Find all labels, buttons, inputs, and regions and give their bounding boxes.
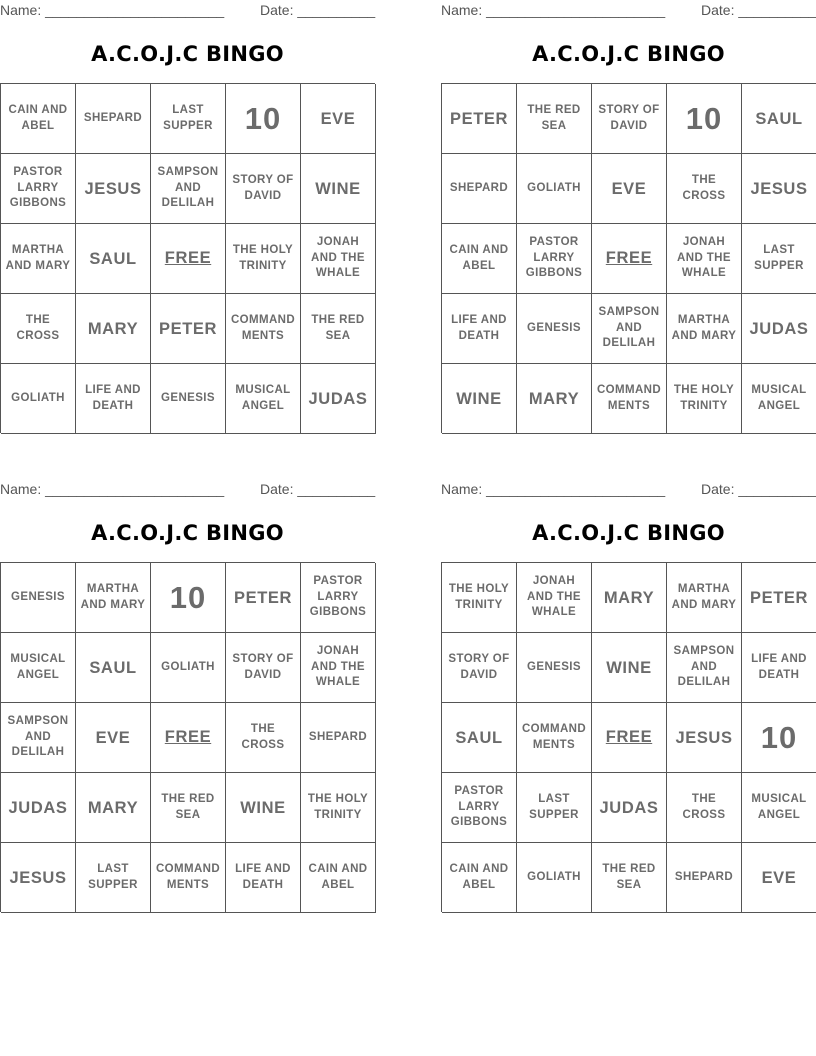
bingo-cell: SHEPARD xyxy=(76,84,151,154)
bingo-cell: SAMPSON AND DELILAH xyxy=(592,294,667,364)
bingo-cell: PETER xyxy=(151,294,226,364)
card-title: A.C.O.J.C BINGO xyxy=(91,42,284,66)
bingo-cell: 10 xyxy=(742,703,816,773)
bingo-cell: JONAH AND THE WHALE xyxy=(667,224,742,294)
card-title: A.C.O.J.C BINGO xyxy=(91,521,284,545)
name-field-label: Name: _______________________ xyxy=(0,2,225,18)
bingo-cell: LAST SUPPER xyxy=(517,773,592,843)
bingo-cell: COMMAND MENTS xyxy=(226,294,301,364)
bingo-cell: CAIN AND ABEL xyxy=(442,224,517,294)
bingo-cell: SAMPSON AND DELILAH xyxy=(667,633,742,703)
bingo-cell: SHEPARD xyxy=(667,843,742,913)
card-header xyxy=(0,481,375,499)
free-space-cell: FREE xyxy=(151,703,226,773)
date-field-label: Date: __________ xyxy=(260,2,376,18)
bingo-cell: WINE xyxy=(226,773,301,843)
bingo-cell: JESUS xyxy=(76,154,151,224)
bingo-cell: 10 xyxy=(226,84,301,154)
card-title: A.C.O.J.C BINGO xyxy=(532,521,725,545)
bingo-cell: SAUL xyxy=(76,224,151,294)
bingo-cell: GOLIATH xyxy=(151,633,226,703)
bingo-cell: THE RED SEA xyxy=(592,843,667,913)
bingo-grid xyxy=(0,83,375,433)
bingo-card xyxy=(0,0,375,433)
bingo-grid xyxy=(441,83,816,433)
bingo-cell: WINE xyxy=(301,154,376,224)
bingo-cell: CAIN AND ABEL xyxy=(1,84,76,154)
bingo-cell: JUDAS xyxy=(1,773,76,843)
bingo-cell: CAIN AND ABEL xyxy=(442,843,517,913)
bingo-cell: MARTHA AND MARY xyxy=(1,224,76,294)
bingo-cell: THE RED SEA xyxy=(301,294,376,364)
bingo-cell: GENESIS xyxy=(1,563,76,633)
bingo-cell: WINE xyxy=(442,364,517,434)
bingo-cell: 10 xyxy=(667,84,742,154)
free-space-cell: FREE xyxy=(151,224,226,294)
bingo-cell: SAMPSON AND DELILAH xyxy=(1,703,76,773)
name-field-label: Name: _______________________ xyxy=(441,2,666,18)
bingo-cell: PETER xyxy=(226,563,301,633)
bingo-cell: LIFE AND DEATH xyxy=(76,364,151,434)
bingo-cell: SHEPARD xyxy=(301,703,376,773)
bingo-cell: SAMPSON AND DELILAH xyxy=(151,154,226,224)
bingo-cell: THE CROSS xyxy=(226,703,301,773)
bingo-cell: THE HOLY TRINITY xyxy=(301,773,376,843)
card-header xyxy=(441,2,816,20)
bingo-cell: GENESIS xyxy=(517,294,592,364)
bingo-cell: THE HOLY TRINITY xyxy=(667,364,742,434)
bingo-cell: PETER xyxy=(742,563,816,633)
bingo-cell: JUDAS xyxy=(742,294,816,364)
bingo-cell: PETER xyxy=(442,84,517,154)
bingo-cell: SAUL xyxy=(742,84,816,154)
bingo-cell: THE RED SEA xyxy=(517,84,592,154)
bingo-cell: MARTHA AND MARY xyxy=(667,563,742,633)
bingo-cell: MARY xyxy=(76,294,151,364)
bingo-cell: JESUS xyxy=(1,843,76,913)
bingo-cell: EVE xyxy=(592,154,667,224)
bingo-cell: EVE xyxy=(742,843,816,913)
bingo-cell: LIFE AND DEATH xyxy=(442,294,517,364)
bingo-cell: LIFE AND DEATH xyxy=(226,843,301,913)
bingo-cell: MARTHA AND MARY xyxy=(667,294,742,364)
card-header xyxy=(0,2,375,20)
bingo-cell: GENESIS xyxy=(151,364,226,434)
bingo-cell: MUSICAL ANGEL xyxy=(742,773,816,843)
bingo-cell: COMMAND MENTS xyxy=(592,364,667,434)
bingo-cell: GOLIATH xyxy=(517,154,592,224)
bingo-cell: JUDAS xyxy=(592,773,667,843)
bingo-cell: EVE xyxy=(76,703,151,773)
bingo-cell: GOLIATH xyxy=(517,843,592,913)
bingo-grid xyxy=(0,562,375,912)
name-field-label: Name: _______________________ xyxy=(441,481,666,497)
free-space-cell: FREE xyxy=(592,703,667,773)
bingo-cell: COMMAND MENTS xyxy=(517,703,592,773)
bingo-cell: THE RED SEA xyxy=(151,773,226,843)
bingo-cell: MUSICAL ANGEL xyxy=(226,364,301,434)
bingo-cell: CAIN AND ABEL xyxy=(301,843,376,913)
date-field-label: Date: __________ xyxy=(260,481,376,497)
bingo-cell: STORY OF DAVID xyxy=(226,633,301,703)
free-space-cell: FREE xyxy=(592,224,667,294)
bingo-cell: GENESIS xyxy=(517,633,592,703)
bingo-cell: THE HOLY TRINITY xyxy=(442,563,517,633)
bingo-cell: COMMAND MENTS xyxy=(151,843,226,913)
name-field-label: Name: _______________________ xyxy=(0,481,225,497)
bingo-card xyxy=(441,479,816,912)
bingo-card xyxy=(441,0,816,433)
bingo-cell: WINE xyxy=(592,633,667,703)
bingo-cell: STORY OF DAVID xyxy=(592,84,667,154)
bingo-cell: 10 xyxy=(151,563,226,633)
bingo-cell: JESUS xyxy=(667,703,742,773)
bingo-cell: GOLIATH xyxy=(1,364,76,434)
bingo-cell: MARY xyxy=(592,563,667,633)
bingo-cell: PASTOR LARRY GIBBONS xyxy=(1,154,76,224)
bingo-card xyxy=(0,479,375,912)
bingo-cell: STORY OF DAVID xyxy=(226,154,301,224)
bingo-cell: LIFE AND DEATH xyxy=(742,633,816,703)
bingo-cell: EVE xyxy=(301,84,376,154)
bingo-cell: MARY xyxy=(517,364,592,434)
bingo-cell: STORY OF DAVID xyxy=(442,633,517,703)
bingo-cell: JUDAS xyxy=(301,364,376,434)
bingo-cell: PASTOR LARRY GIBBONS xyxy=(517,224,592,294)
bingo-cell: THE CROSS xyxy=(667,154,742,224)
bingo-cell: JESUS xyxy=(742,154,816,224)
date-field-label: Date: __________ xyxy=(701,2,816,18)
bingo-cell: THE HOLY TRINITY xyxy=(226,224,301,294)
card-header xyxy=(441,481,816,499)
bingo-cell: LAST SUPPER xyxy=(76,843,151,913)
bingo-cell: THE CROSS xyxy=(1,294,76,364)
bingo-cell: SHEPARD xyxy=(442,154,517,224)
bingo-cell: JONAH AND THE WHALE xyxy=(517,563,592,633)
card-title: A.C.O.J.C BINGO xyxy=(532,42,725,66)
bingo-cell: LAST SUPPER xyxy=(742,224,816,294)
bingo-cell: THE CROSS xyxy=(667,773,742,843)
bingo-cell: MUSICAL ANGEL xyxy=(742,364,816,434)
bingo-cell: LAST SUPPER xyxy=(151,84,226,154)
bingo-cell: JONAH AND THE WHALE xyxy=(301,633,376,703)
bingo-cell: PASTOR LARRY GIBBONS xyxy=(442,773,517,843)
bingo-cell: SAUL xyxy=(442,703,517,773)
bingo-cell: PASTOR LARRY GIBBONS xyxy=(301,563,376,633)
bingo-cell: MUSICAL ANGEL xyxy=(1,633,76,703)
bingo-cell: MARY xyxy=(76,773,151,843)
bingo-cell: JONAH AND THE WHALE xyxy=(301,224,376,294)
bingo-cell: SAUL xyxy=(76,633,151,703)
bingo-cell: MARTHA AND MARY xyxy=(76,563,151,633)
date-field-label: Date: __________ xyxy=(701,481,816,497)
bingo-grid xyxy=(441,562,816,912)
